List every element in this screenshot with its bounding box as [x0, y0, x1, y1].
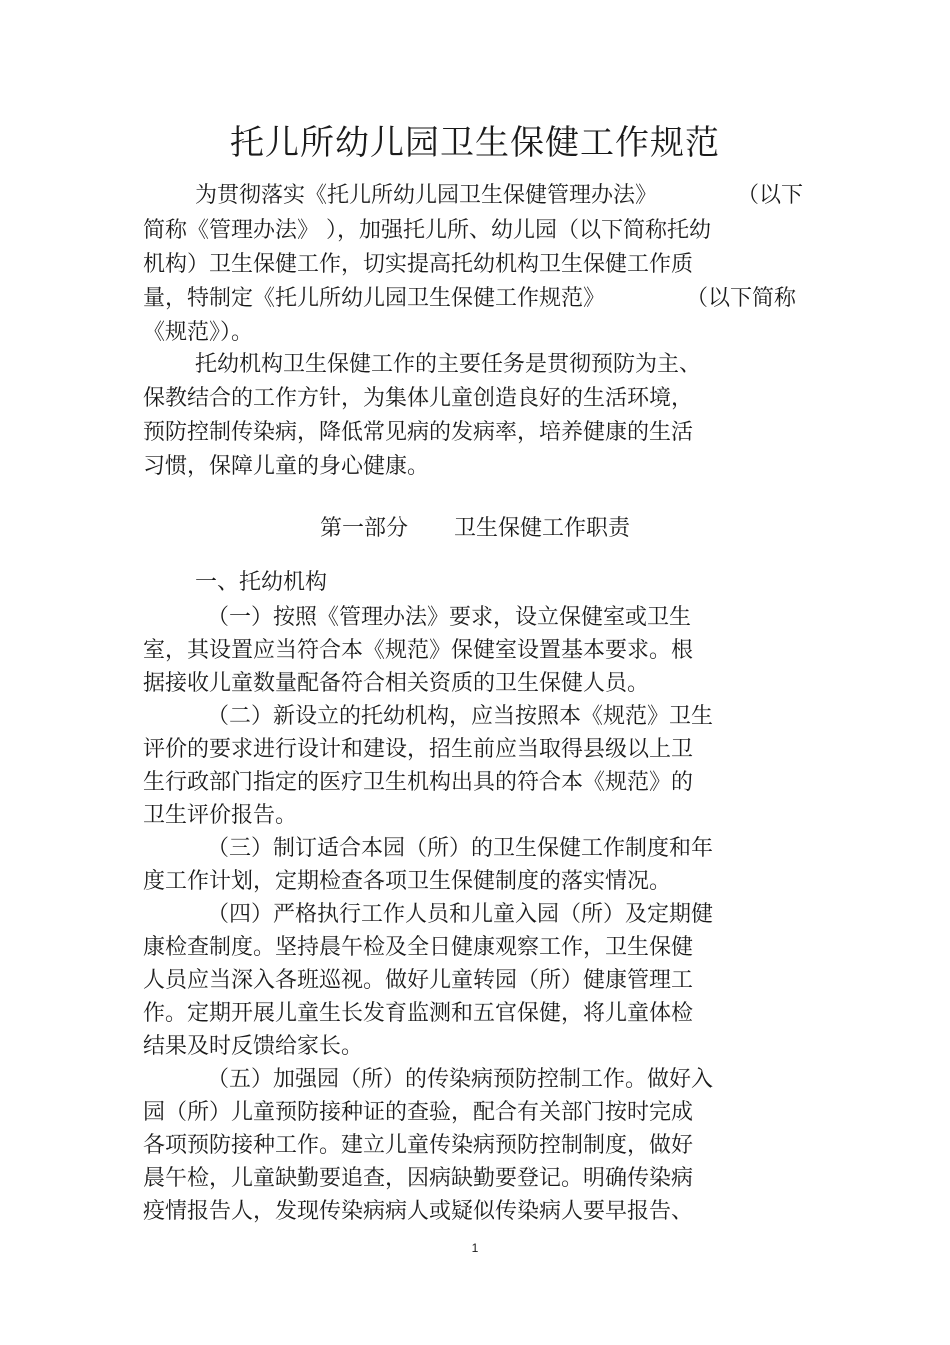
- intro-p2-line-3: 预防控制传染病，降低常见病的发病率，培养健康的生活: [143, 420, 694, 445]
- item4-line-2: 康检查制度。坚持晨午检及全日健康观察工作，卫生保健: [143, 935, 694, 960]
- item2-line-4: 卫生评价报告。: [143, 803, 298, 828]
- item1-line-3: 据接收儿童数量配备符合相关资质的卫生保健人员。: [143, 671, 650, 696]
- intro-p2-line-4: 习惯，保障儿童的身心健康。: [143, 454, 430, 479]
- intro-p1-line-4: 量，特制定《托儿所幼儿园卫生保健工作规范》: [143, 286, 606, 311]
- intro-p2-line-1: 托幼机构卫生保健工作的主要任务是贯彻预防为主、: [195, 352, 702, 377]
- item2-line-3: 生行政部门指定的医疗卫生机构出具的符合本《规范》的: [143, 770, 694, 795]
- page-number: 1: [471, 1241, 479, 1255]
- item5-line-2: 园（所）儿童预防接种证的查验，配合有关部门按时完成: [143, 1100, 694, 1125]
- document-title: 托儿所幼儿园卫生保健工作规范: [230, 123, 720, 163]
- item3-line-2: 度工作计划，定期检查各项卫生保健制度的落实情况。: [143, 869, 672, 894]
- part-name: 卫生保健工作职责: [454, 516, 631, 541]
- item2-line-1: （二）新设立的托幼机构，应当按照本《规范》卫生: [207, 704, 714, 729]
- item3-line-1: （三）制订适合本园（所）的卫生保健工作制度和年: [207, 836, 714, 861]
- item4-line-4: 作。定期开展儿童生长发育监测和五官保健，将儿童体检: [143, 1001, 694, 1026]
- item4-line-1: （四）严格执行工作人员和儿童入园（所）及定期健: [207, 902, 714, 927]
- item2-line-2: 评价的要求进行设计和建设，招生前应当取得县级以上卫: [143, 737, 694, 762]
- item4-line-3: 人员应当深入各班巡视。做好儿童转园（所）健康管理工: [143, 968, 694, 993]
- intro-p2-line-2: 保教结合的工作方针，为集体儿童创造良好的生活环境，: [143, 386, 694, 411]
- intro-p1-line-1: 为贯彻落实《托儿所幼儿园卫生保健管理办法》: [195, 183, 658, 208]
- item5-line-4: 晨午检，儿童缺勤要追查，因病缺勤要登记。明确传染病: [143, 1166, 694, 1191]
- part-heading: [0, 514, 950, 544]
- item1-line-2: 室，其设置应当符合本《规范》保健室设置基本要求。根: [143, 638, 694, 663]
- intro-p1-line-4-right: （以下简称: [686, 286, 797, 311]
- item5-line-1: （五）加强园（所）的传染病预防控制工作。做好入: [207, 1067, 714, 1092]
- item5-line-3: 各项预防接种工作。建立儿童传染病预防控制制度，做好: [143, 1133, 694, 1158]
- intro-p1-line-1-right: （以下: [737, 183, 804, 208]
- item5-line-5: 疫情报告人，发现传染病病人或疑似传染病人要早报告、: [143, 1199, 694, 1224]
- section-heading: 一、托幼机构: [195, 570, 328, 595]
- intro-p1-line-5: 《规范》）。: [143, 320, 254, 345]
- intro-p1-line-2: 简称《管理办法》 ），加强托儿所、幼儿园（以下简称托幼: [143, 218, 711, 243]
- part-label: 第一部分: [319, 516, 408, 541]
- item1-line-1: （一）按照《管理办法》要求，设立保健室或卫生: [207, 605, 692, 630]
- intro-p1-line-3: 机构）卫生保健工作，切实提高托幼机构卫生保健工作质: [143, 252, 694, 277]
- item4-line-5: 结果及时反馈给家长。: [143, 1034, 364, 1059]
